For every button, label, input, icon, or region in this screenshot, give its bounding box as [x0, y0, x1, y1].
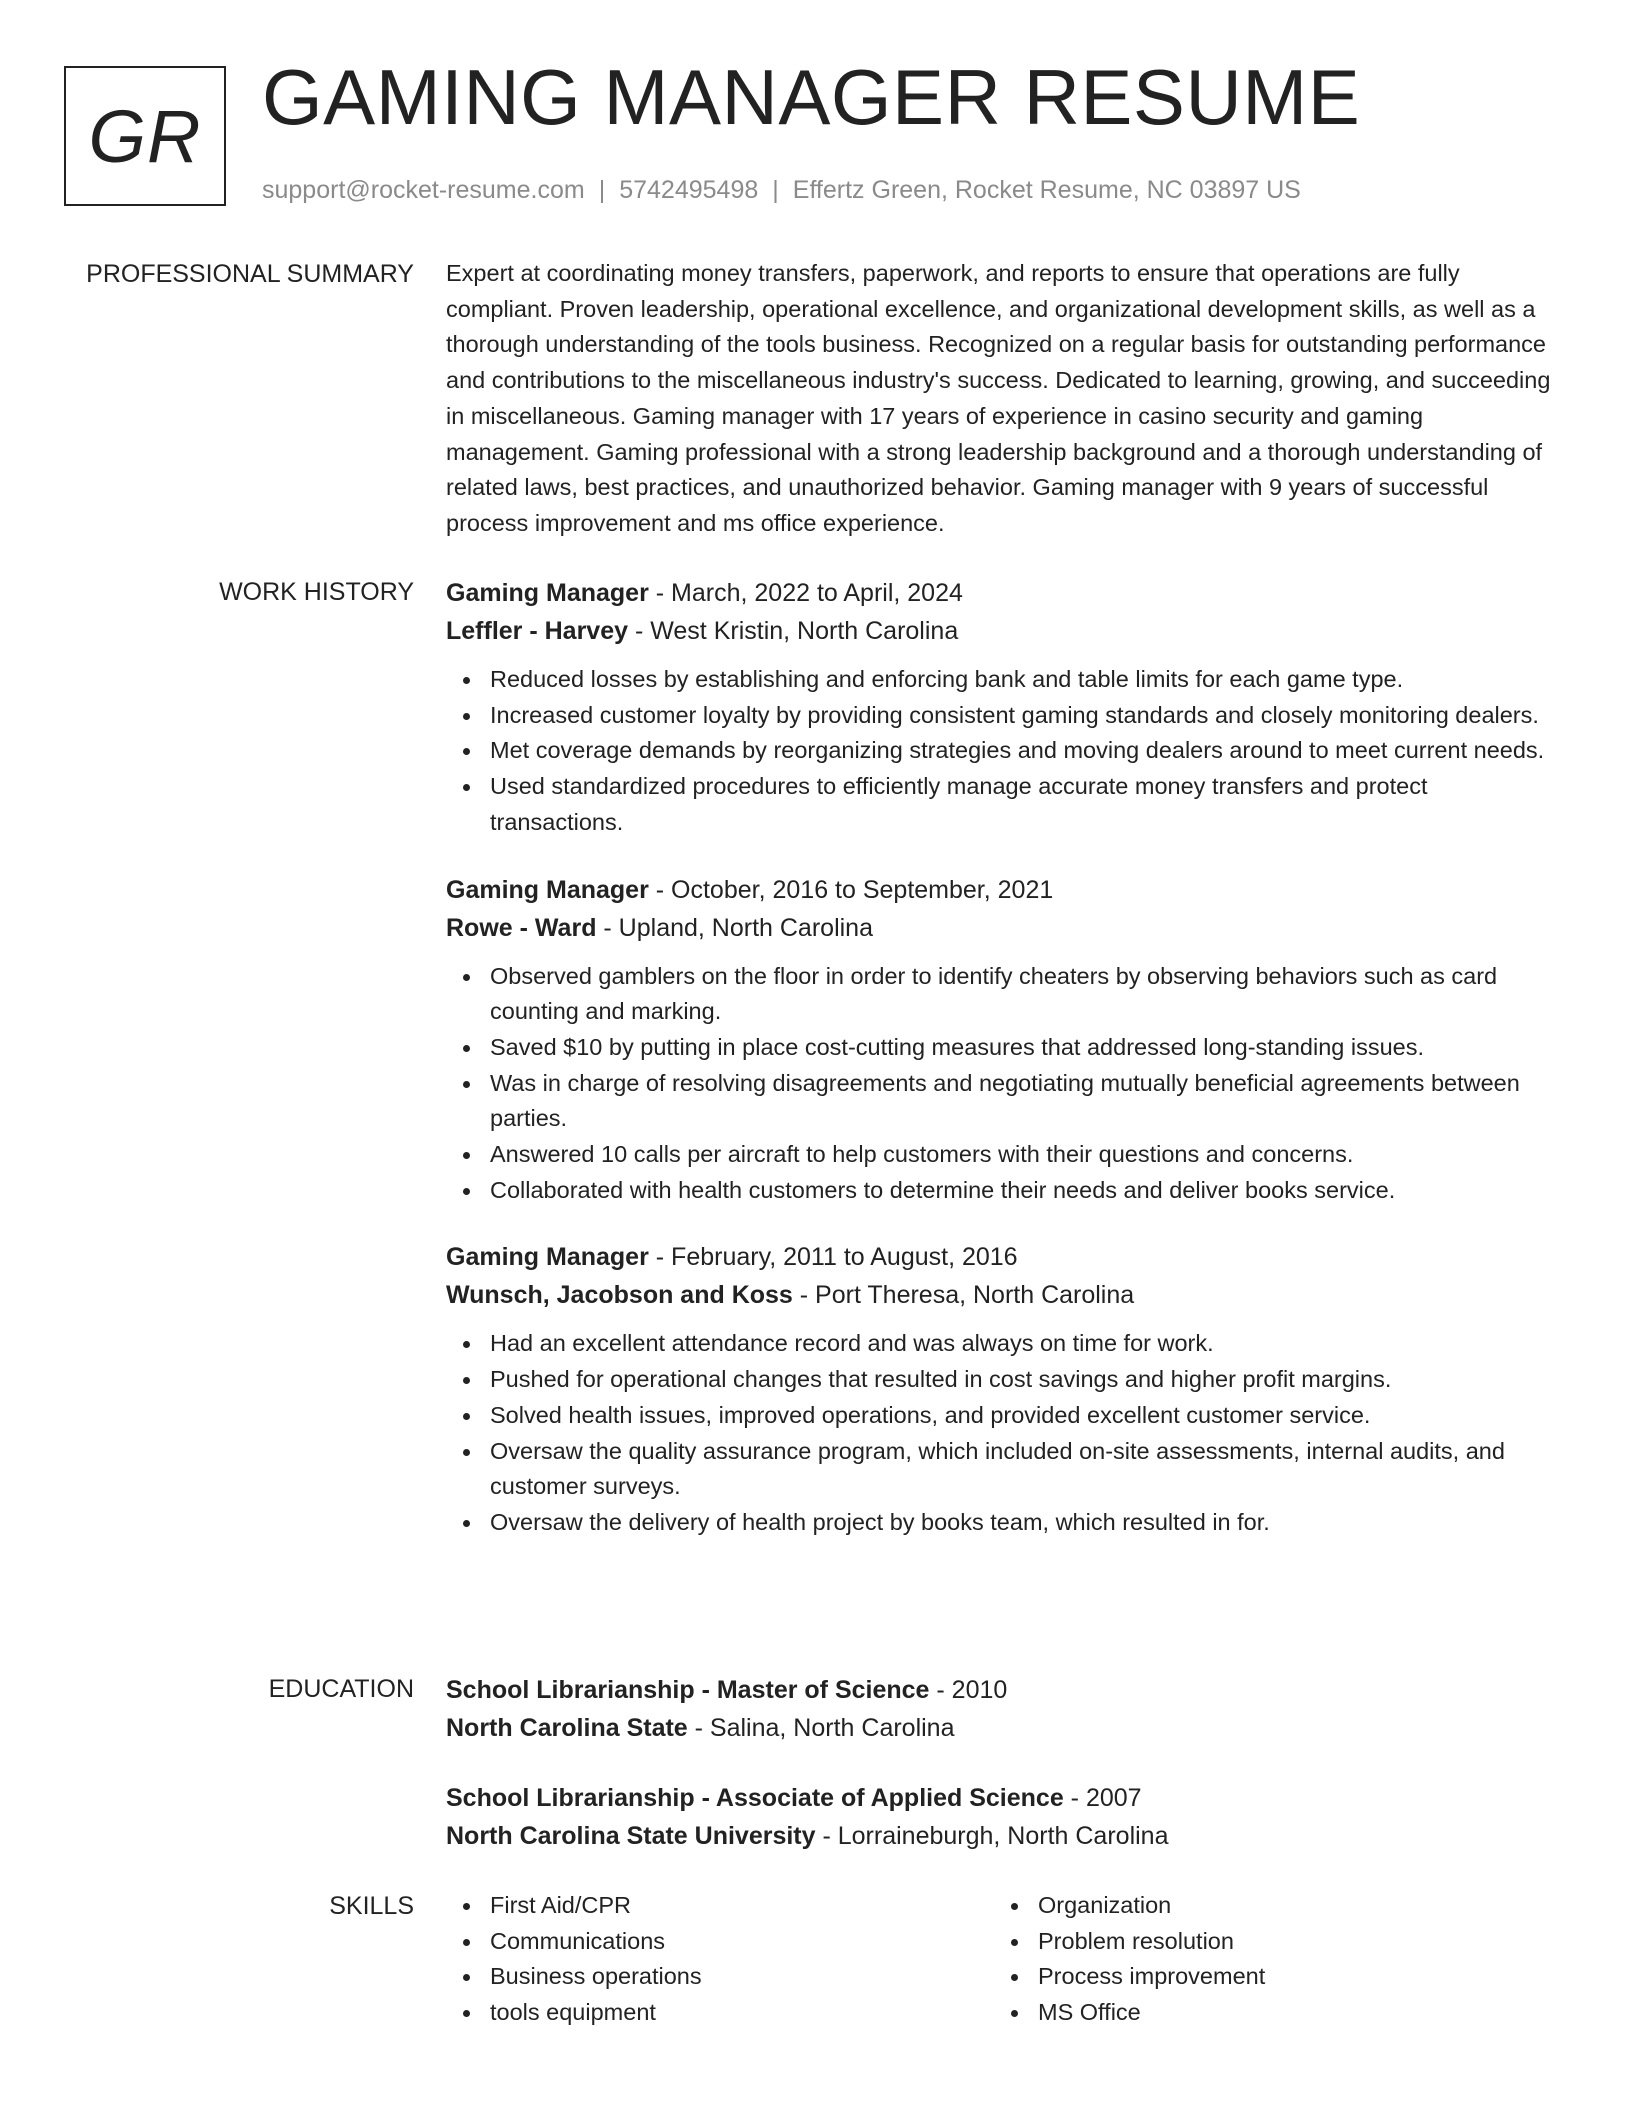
- section-label-work-history: WORK HISTORY: [219, 578, 414, 606]
- job-location: - West Kristin, North Carolina: [628, 617, 959, 645]
- job-company: Leffler - Harvey: [446, 617, 629, 645]
- job-title: Gaming Manager: [446, 579, 649, 607]
- job-bullet: Pushed for operational changes that resulted in cost savings and higher profit margins.: [490, 1362, 1562, 1398]
- skill-item: Business operations: [490, 1959, 994, 1995]
- job-bullet: Increased customer loyalty by providing consistent gaming standards and closely monitoring dealers.: [490, 698, 1562, 734]
- skills-column-left: [446, 1888, 994, 2031]
- school-line: [446, 1709, 1562, 1747]
- job-bullet: Saved $10 by putting in place cost-cutting measures that addressed long-standing issues.: [490, 1030, 1562, 1066]
- degree-name: School Librarianship - Associate of Applied Science: [446, 1784, 1064, 1812]
- section-label-education: EDUCATION: [268, 1675, 414, 1703]
- contact-email: support@rocket-resume.com: [262, 176, 585, 204]
- job-company-line: [446, 909, 1562, 947]
- school-line: [446, 1817, 1562, 1855]
- job-dates: - March, 2022 to April, 2024: [648, 579, 963, 607]
- jobs-list: [446, 574, 1562, 1541]
- section-label-skills: SKILLS: [329, 1892, 414, 1920]
- degree-name: School Librarianship - Master of Science: [446, 1676, 930, 1704]
- job-bullet: Observed gamblers on the floor in order to identify cheaters by observing behaviors such as card counting and marking.: [490, 959, 1562, 1030]
- job-bullet: Oversaw the delivery of health project by books team, which resulted in for.: [490, 1505, 1562, 1541]
- degree-line: [446, 1779, 1562, 1817]
- job-title-line: [446, 1238, 1562, 1276]
- education-entry: [446, 1671, 1562, 1747]
- job-bullet: Solved health issues, improved operations, and provided excellent customer service.: [490, 1398, 1562, 1434]
- school-name: North Carolina State: [446, 1714, 688, 1742]
- contact-separator: |: [772, 176, 779, 204]
- education-entry: [446, 1779, 1562, 1855]
- contact-phone: 5742495498: [619, 176, 759, 204]
- job-title-line: [446, 871, 1562, 909]
- job-company: Wunsch, Jacobson and Koss: [446, 1281, 793, 1310]
- degree-line: [446, 1671, 1562, 1709]
- degree-year: - 2007: [1063, 1784, 1142, 1812]
- contact-address: Effertz Green, Rocket Resume, NC 03897 US: [792, 176, 1301, 204]
- job-bullets: [446, 1326, 1562, 1540]
- contact-line: [262, 176, 1301, 205]
- job-location: - Upland, North Carolina: [596, 913, 873, 942]
- school-location: - Salina, North Carolina: [687, 1714, 955, 1742]
- job-bullet: Answered 10 calls per aircraft to help customers with their questions and concerns.: [490, 1137, 1562, 1173]
- job-bullet: Oversaw the quality assurance program, which included on-site assessments, internal audits, and customer surveys.: [490, 1434, 1562, 1505]
- job-bullet: Used standardized procedures to efficiently manage accurate money transfers and protect transactions.: [490, 769, 1562, 840]
- job-bullet: Met coverage demands by reorganizing strategies and moving dealers around to meet current needs.: [490, 733, 1562, 769]
- skills-body: [446, 1888, 1562, 2031]
- job-bullet: Reduced losses by establishing and enforcing bank and table limits for each game type.: [490, 662, 1562, 698]
- summary-text: Expert at coordinating money transfers, paperwork, and reports to ensure that operations are fully compliant. Proven leadership, operational excellence, and organizational development skills, as well as a thorough understanding of the tools business. Recognized on a regular basis for outstanding performance and contributions to the miscellaneous industry's success. Dedicated to learning, growing, and succeeding in miscellaneous. Gaming manager with 17 years of experience in casino security and gaming management. Gaming professional with a strong leadership background and a thorough understanding of related laws, best practices, and unauthorized behavior. Gaming manager with 9 years of successful process improvement and ms office experience.: [446, 260, 1551, 536]
- job-entry: [446, 574, 1562, 841]
- work-history-body: [446, 574, 1562, 1571]
- job-title: Gaming Manager: [446, 1243, 649, 1272]
- job-company-line: [446, 612, 1562, 650]
- monogram-logo: GR: [64, 66, 226, 206]
- contact-separator: |: [598, 176, 606, 204]
- skill-item: Problem resolution: [1038, 1924, 1542, 1960]
- skill-item: MS Office: [1038, 1995, 1542, 2031]
- skill-item: Process improvement: [1038, 1959, 1542, 1995]
- job-bullets: [446, 662, 1562, 841]
- job-entry: [446, 871, 1562, 1209]
- job-title: Gaming Manager: [446, 875, 649, 904]
- education-list: [446, 1671, 1562, 1855]
- skill-item: Communications: [490, 1924, 994, 1960]
- job-entry: [446, 1238, 1562, 1540]
- job-bullet: Had an excellent attendance record and was always on time for work.: [490, 1326, 1562, 1362]
- skill-item: tools equipment: [490, 1995, 994, 2031]
- school-name: North Carolina State University: [446, 1822, 816, 1850]
- page-title: GAMING MANAGER RESUME: [262, 53, 1361, 141]
- job-bullet: Was in charge of resolving disagreements and negotiating mutually beneficial agreements between parties.: [490, 1066, 1562, 1137]
- education-body: [446, 1671, 1562, 1887]
- summary-body: [446, 256, 1562, 542]
- school-location: - Lorraineburgh, North Carolina: [815, 1822, 1169, 1850]
- skill-item: First Aid/CPR: [490, 1888, 994, 1924]
- job-title-line: [446, 574, 1562, 612]
- section-label-summary: PROFESSIONAL SUMMARY: [86, 260, 414, 288]
- job-dates: - February, 2011 to August, 2016: [648, 1243, 1018, 1272]
- degree-year: - 2010: [929, 1676, 1008, 1704]
- skills-column-right: [994, 1888, 1542, 2031]
- job-dates: - October, 2016 to September, 2021: [648, 875, 1054, 904]
- skill-item: Organization: [1038, 1888, 1542, 1924]
- job-company-line: [446, 1276, 1562, 1314]
- job-company: Rowe - Ward: [446, 913, 597, 942]
- job-bullets: [446, 959, 1562, 1209]
- job-location: - Port Theresa, North Carolina: [792, 1281, 1135, 1310]
- job-bullet: Collaborated with health customers to determine their needs and deliver books service.: [490, 1173, 1562, 1209]
